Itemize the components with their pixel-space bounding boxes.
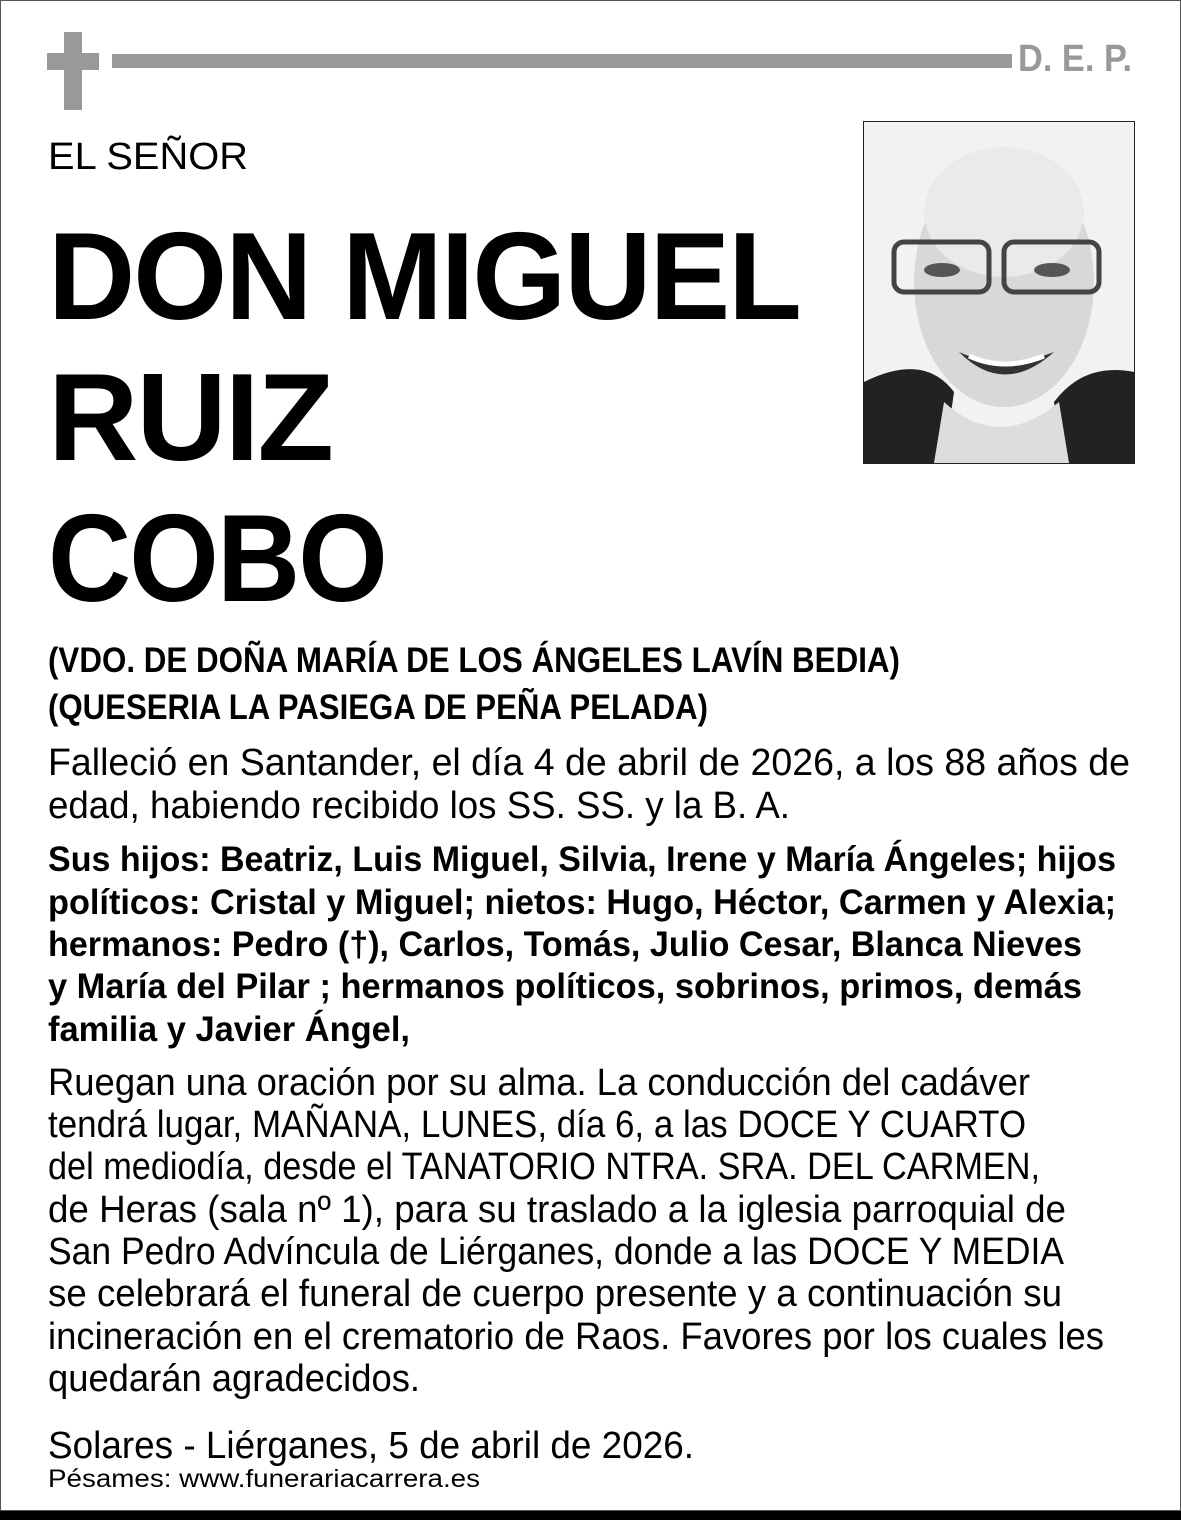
name-line-1: DON MIGUEL: [48, 208, 800, 346]
subtitle-widower: (VDO. DE DOÑA MARÍA DE LOS ÁNGELES LAVÍN BEDIA): [48, 641, 900, 680]
request-line: incineración en el crematorio de Raos. Favores por los cuales les: [48, 1316, 1104, 1358]
place-date: Solares - Liérganes, 5 de abril de 2026.: [48, 1425, 694, 1467]
family-line: hermanos: Pedro (†), Carlos, Tomás, Julio Cesar, Blanca Nieves: [48, 925, 1082, 964]
bottom-strip: [0, 1511, 1181, 1520]
family-line: y María del Pilar ; hermanos políticos, sobrinos, primos, demás: [48, 967, 1082, 1006]
title: EL SEÑOR: [48, 136, 249, 178]
death-notice-line: edad, habiendo recibido los SS. SS. y la B. A.: [48, 785, 790, 827]
request-line: San Pedro Advíncula de Liérganes, donde a las DOCE Y MEDIA: [48, 1231, 1064, 1273]
request-line: Ruegan una oración por su alma. La conducción del cadáver: [48, 1062, 1030, 1104]
family-line: familia y Javier Ángel,: [48, 1010, 410, 1049]
name-line-3: COBO: [48, 490, 386, 628]
subtitle-business: (QUESERIA LA PASIEGA DE PEÑA PELADA): [48, 688, 708, 727]
condolences-link[interactable]: Pésames: www.funerariacarrera.es: [48, 1465, 480, 1493]
name-line-2: RUIZ: [48, 349, 332, 487]
header-rule: [112, 54, 1012, 68]
request-line: quedarán agradecidos.: [48, 1358, 420, 1400]
request-line: de Heras (sala nº 1), para su traslado a la iglesia parroquial de: [48, 1189, 1066, 1231]
portrait-photo: [863, 121, 1135, 464]
death-notice-line: Falleció en Santander, el día 4 de abril de 2026, a los 88 años de: [48, 742, 1130, 784]
request-line: se celebrará el funeral de cuerpo presente y a continuación su: [48, 1273, 1062, 1315]
dep-label: D. E. P.: [1018, 38, 1132, 80]
family-line: Sus hijos: Beatriz, Luis Miguel, Silvia, Irene y María Ángeles; hijos: [48, 840, 1116, 879]
request-line: tendrá lugar, MAÑANA, LUNES, día 6, a las DOCE Y CUARTO: [48, 1104, 1026, 1146]
request-line: del mediodía, desde el TANATORIO NTRA. SRA. DEL CARMEN,: [48, 1146, 1040, 1188]
family-line: políticos: Cristal y Miguel; nietos: Hugo, Héctor, Carmen y Alexia;: [48, 883, 1116, 922]
